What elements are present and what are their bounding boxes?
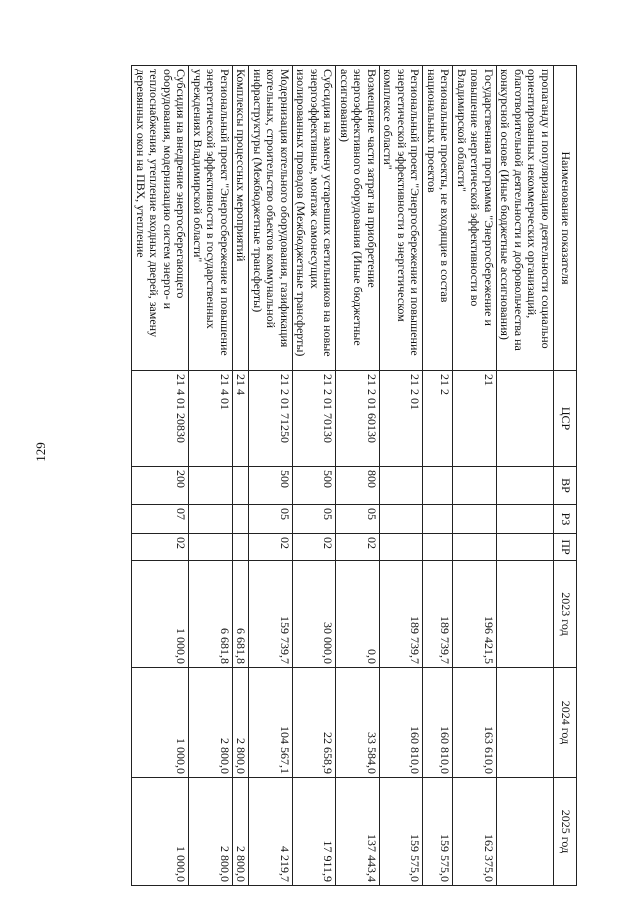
cell-y2025: 159 575,0 xyxy=(423,778,453,886)
cell-csr: 21 2 01 71250 xyxy=(249,371,293,467)
cell-csr: 21 4 01 xyxy=(189,371,233,467)
header-2024: 2024 год xyxy=(554,668,577,778)
cell-rz: 05 xyxy=(249,505,293,534)
cell-y2023: 6 681,8 xyxy=(189,561,233,668)
cell-y2025: 1 000,0 xyxy=(132,778,189,886)
cell-csr: 21 4 xyxy=(233,371,250,467)
cell-pr xyxy=(233,534,250,561)
table-header-row xyxy=(554,66,577,886)
cell-y2023: 30 000,0 xyxy=(293,561,337,668)
table-row xyxy=(293,66,337,886)
cell-name: пропаганду и популяризацию деятельности социально ориентированных некоммерческих организаций, благотворительной деятельности и добровольчества на конкурсной основе (Иные бюджетные ассигнования) xyxy=(497,66,554,371)
budget-table xyxy=(132,65,578,886)
table-row xyxy=(423,66,453,886)
cell-y2025 xyxy=(497,778,554,886)
cell-y2024: 160 810,0 xyxy=(423,668,453,778)
cell-pr: 02 xyxy=(293,534,337,561)
cell-y2025: 4 219,7 xyxy=(249,778,293,886)
rotated-table-container xyxy=(89,65,577,885)
cell-y2025: 159 575,0 xyxy=(380,778,424,886)
cell-y2023: 0,0 xyxy=(336,561,380,668)
table-row xyxy=(336,66,380,886)
cell-rz xyxy=(380,505,424,534)
cell-y2023: 6 681,8 xyxy=(233,561,250,668)
cell-csr: 21 2 01 xyxy=(380,371,424,467)
table-row xyxy=(497,66,554,886)
cell-y2025: 162 375,0 xyxy=(453,778,497,886)
cell-y2024 xyxy=(497,668,554,778)
cell-pr xyxy=(497,534,554,561)
cell-y2023: 196 421,5 xyxy=(453,561,497,668)
cell-vr xyxy=(423,467,453,505)
cell-name: Модернизация котельного оборудования, газификация котельных, строительство объектов коммунальной инфраструктуры (Межбюджетные трансферты) xyxy=(249,66,293,371)
header-2023: 2023 год xyxy=(554,561,577,668)
cell-y2024: 2 800,0 xyxy=(233,668,250,778)
cell-csr: 21 4 01 20830 xyxy=(132,371,189,467)
header-csr: ЦСР xyxy=(554,371,577,467)
cell-y2025: 2 800,0 xyxy=(189,778,233,886)
cell-y2023 xyxy=(497,561,554,668)
cell-csr: 21 2 01 60130 xyxy=(336,371,380,467)
cell-y2024: 163 610,0 xyxy=(453,668,497,778)
cell-name: Государственная программа "Энергосбережение и повышение энергетической эффективности во Владимирской области" xyxy=(453,66,497,371)
cell-name: Субсидия на внедрение энергосберегающего оборудования, модернизацию систем энерго- и теплоснабжения, утепление входных дверей, замену деревянных окон на ПВХ, утепление xyxy=(132,66,189,371)
header-2025: 2025 год xyxy=(554,778,577,886)
cell-vr xyxy=(233,467,250,505)
cell-y2023: 1 000,0 xyxy=(132,561,189,668)
cell-y2024: 1 000,0 xyxy=(132,668,189,778)
cell-pr xyxy=(380,534,424,561)
cell-pr: 02 xyxy=(249,534,293,561)
header-vr: ВР xyxy=(554,467,577,505)
cell-csr xyxy=(497,371,554,467)
table-row xyxy=(132,66,189,886)
cell-y2023: 189 739,7 xyxy=(380,561,424,668)
page-number: 129 xyxy=(33,442,48,462)
cell-y2025: 137 443,4 xyxy=(336,778,380,886)
cell-vr xyxy=(189,467,233,505)
cell-name: Региональные проекты, не входящие в состав национальных проектов xyxy=(423,66,453,371)
cell-pr: 02 xyxy=(336,534,380,561)
header-pr: ПР xyxy=(554,534,577,561)
cell-rz xyxy=(233,505,250,534)
cell-rz: 05 xyxy=(336,505,380,534)
cell-rz: 07 xyxy=(132,505,189,534)
cell-vr xyxy=(453,467,497,505)
cell-name: Региональный проект "Энергосбережение и повышение энергетической эффективности в энергетическом комплексе области" xyxy=(380,66,424,371)
cell-pr xyxy=(423,534,453,561)
cell-y2024: 160 810,0 xyxy=(380,668,424,778)
cell-y2024: 2 800,0 xyxy=(189,668,233,778)
cell-csr: 21 2 xyxy=(423,371,453,467)
header-name: Наименование показателя xyxy=(554,66,577,371)
cell-rz: 05 xyxy=(293,505,337,534)
cell-pr: 02 xyxy=(132,534,189,561)
cell-y2024: 33 584,0 xyxy=(336,668,380,778)
table-row xyxy=(233,66,250,886)
header-rz: РЗ xyxy=(554,505,577,534)
cell-y2025: 2 800,0 xyxy=(233,778,250,886)
cell-y2023: 159 739,7 xyxy=(249,561,293,668)
cell-name: Возмещение части затрат на приобретение энергоэффективного оборудования (Иные бюджетные ассигнования) xyxy=(336,66,380,371)
cell-csr: 21 xyxy=(453,371,497,467)
cell-csr: 21 2 01 70130 xyxy=(293,371,337,467)
cell-vr xyxy=(497,467,554,505)
cell-vr xyxy=(380,467,424,505)
cell-pr xyxy=(453,534,497,561)
cell-rz xyxy=(497,505,554,534)
cell-rz xyxy=(453,505,497,534)
cell-vr: 200 xyxy=(132,467,189,505)
cell-vr: 800 xyxy=(336,467,380,505)
cell-rz xyxy=(423,505,453,534)
table-row xyxy=(380,66,424,886)
cell-y2024: 104 567,1 xyxy=(249,668,293,778)
cell-y2025: 17 911,9 xyxy=(293,778,337,886)
table-row xyxy=(453,66,497,886)
cell-name: Субсидия на замену устаревших светильников на новые энергоэффективные, монтаж самонесущих изолированных проводов (Межбюджетные трансферты) xyxy=(293,66,337,371)
cell-y2024: 22 658,9 xyxy=(293,668,337,778)
cell-y2023: 189 739,7 xyxy=(423,561,453,668)
cell-rz xyxy=(189,505,233,534)
cell-pr xyxy=(189,534,233,561)
table-row xyxy=(249,66,293,886)
cell-vr: 500 xyxy=(293,467,337,505)
table-row xyxy=(189,66,233,886)
cell-name: Комплексы процессных мероприятий xyxy=(233,66,250,371)
cell-name: Региональный проект "Энергосбережение и повышение энергетической эффективности в государственных учреждениях Владимирской области" xyxy=(189,66,233,371)
cell-vr: 500 xyxy=(249,467,293,505)
